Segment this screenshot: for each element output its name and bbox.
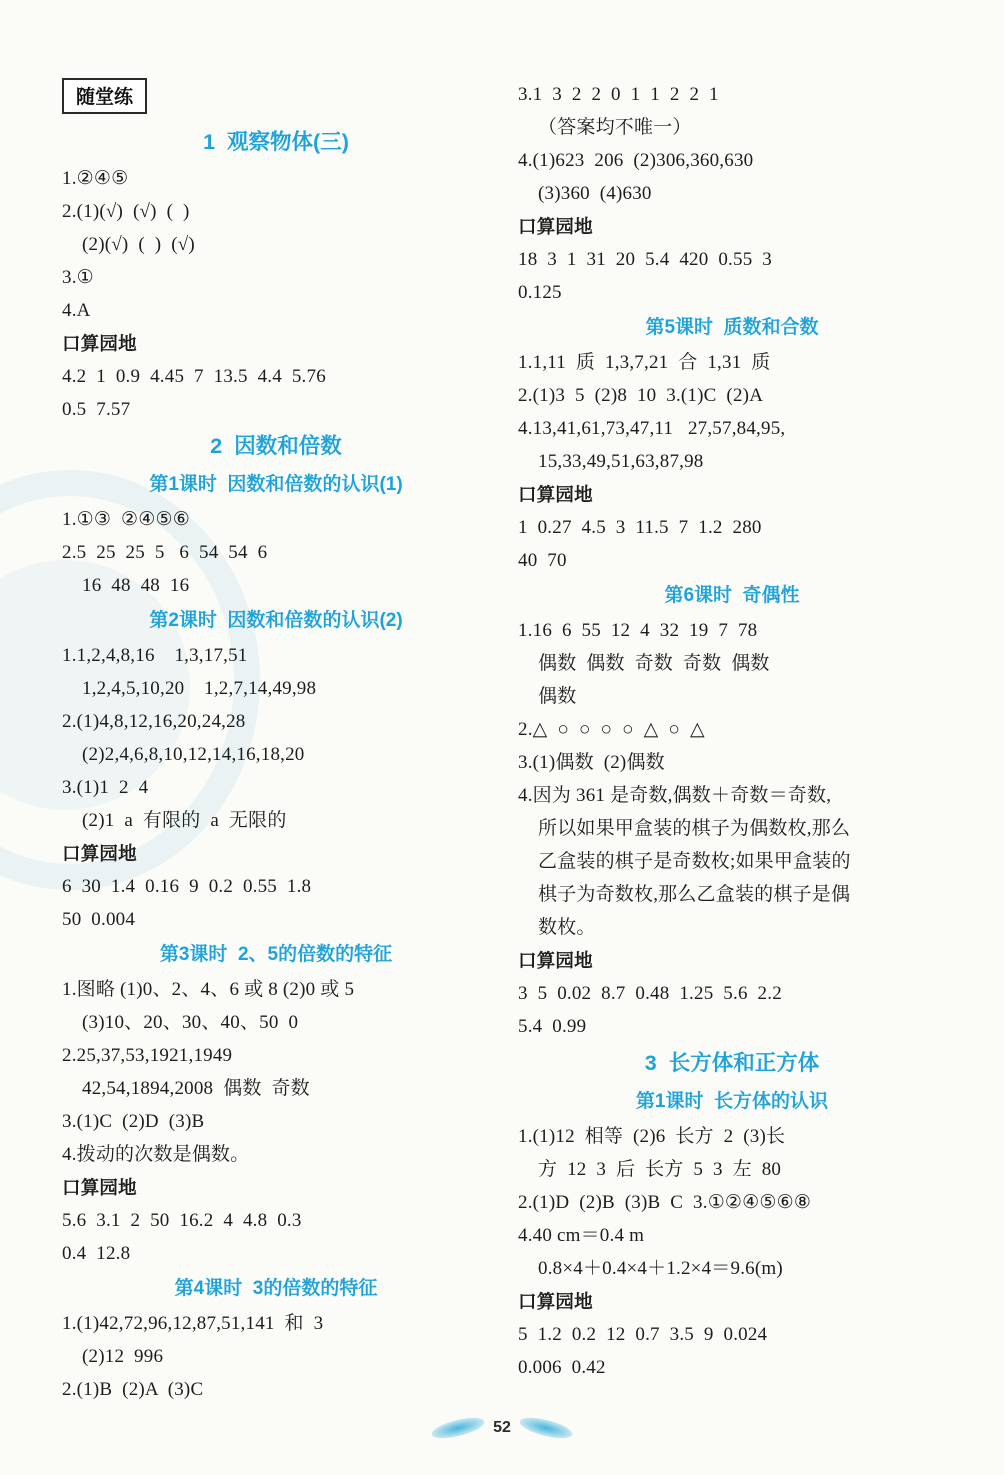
answer-line: 6 30 1.4 0.16 9 0.2 0.55 1.8 (62, 876, 312, 897)
page-footer (0, 1419, 1004, 1437)
bold-label: 口算园地 (62, 333, 137, 354)
answer-line: 3.1 3 2 2 0 1 1 2 2 1 (518, 84, 719, 105)
answer-line: 5 1.2 0.2 12 0.7 3.5 9 0.024 (518, 1324, 768, 1345)
section-heading: 1 观察物体(三) (203, 130, 349, 154)
answer-line: 0.8×4＋0.4×4＋1.2×4＝9.6(m) (538, 1258, 783, 1279)
answer-line: 1 0.27 4.5 3 11.5 7 1.2 280 (518, 517, 762, 538)
answer-line: 2.25,37,53,1921,1949 (62, 1045, 233, 1066)
answer-line: 3.(1)偶数 (2)偶数 (518, 752, 665, 773)
answer-line: 40 70 (518, 550, 567, 571)
answer-line: 0.4 12.8 (62, 1243, 131, 1264)
answer-line: 4.40 cm＝0.4 m (518, 1225, 645, 1246)
answer-line: 1.1,11 质 1,3,7,21 合 1,31 质 (518, 352, 771, 373)
section-heading: 3 长方体和正方体 (644, 1051, 820, 1075)
answer-line: 2.(1)4,8,12,16,20,24,28 (62, 711, 246, 732)
answer-line: 1.(1)42,72,96,12,87,51,141 和 3 (62, 1313, 324, 1334)
answer-line: 3.(1)1 2 4 (62, 777, 149, 798)
bold-label: 口算园地 (62, 1177, 137, 1198)
subsection-heading: 第4课时 3的倍数的特征 (174, 1278, 378, 1299)
answer-line: 乙盒装的棋子是奇数枚;如果甲盒装的 (538, 851, 851, 872)
answer-line: 2.5 25 25 5 6 54 54 6 (62, 542, 268, 563)
answer-line: 4.(1)623 206 (2)306,360,630 (518, 150, 754, 171)
two-column-layout (62, 78, 946, 1406)
bold-label: 口算园地 (518, 950, 593, 971)
answer-line: 偶数 偶数 奇数 奇数 偶数 (538, 653, 770, 674)
answer-line: 0.5 7.57 (62, 399, 131, 420)
page-number: 52 (493, 1419, 511, 1436)
answer-line: 方 12 3 后 长方 5 3 左 80 (538, 1159, 782, 1180)
bold-label: 口算园地 (518, 484, 593, 505)
answer-line: 18 3 1 31 20 5.4 420 0.55 3 (518, 249, 772, 270)
answer-line: 1.(1)12 相等 (2)6 长方 2 (3)长 (518, 1126, 786, 1147)
answer-line: 50 0.004 (62, 909, 136, 930)
answer-line: 1.1,2,4,8,16 1,3,17,51 (62, 645, 248, 666)
answer-line: 5.4 0.99 (518, 1016, 587, 1037)
subsection-heading: 第5课时 质数和合数 (645, 317, 819, 338)
answer-line: （答案均不唯一） (538, 117, 692, 138)
left-column-content (62, 122, 490, 1406)
answer-line: 2.(1)B (2)A (3)C (62, 1379, 204, 1400)
answer-line: 棋子为奇数枚,那么乙盒装的棋子是偶 (538, 884, 851, 905)
answer-line: 2.(1)3 5 (2)8 10 3.(1)C (2)A (518, 385, 764, 406)
answer-line: 3.(1)C (2)D (3)B (62, 1111, 205, 1132)
answer-line: 1,2,4,5,10,20 1,2,7,14,49,98 (82, 678, 317, 699)
bold-label: 口算园地 (62, 843, 137, 864)
answer-line: 16 48 48 16 (82, 575, 190, 596)
answer-line: (3)10、20、30、40、50 0 (82, 1012, 299, 1033)
footer-ornament-right (518, 1414, 574, 1443)
subsection-heading: 第1课时 因数和倍数的认识(1) (149, 474, 403, 495)
bold-label: 口算园地 (518, 216, 593, 237)
subsection-heading: 第3课时 2、5的倍数的特征 (159, 944, 393, 965)
answer-line: 4.因为 361 是奇数,偶数＋奇数＝奇数, (518, 785, 832, 806)
answer-line: 5.6 3.1 2 50 16.2 4 4.8 0.3 (62, 1210, 302, 1231)
answer-line: 15,33,49,51,63,87,98 (538, 451, 704, 472)
answer-line: 42,54,1894,2008 偶数 奇数 (82, 1078, 310, 1099)
subsection-heading: 第2课时 因数和倍数的认识(2) (149, 610, 403, 631)
answer-line: 所以如果甲盒装的棋子为偶数枚,那么 (538, 818, 851, 839)
answer-line: 2.△ ○ ○ ○ ○ △ ○ △ (518, 719, 705, 740)
answer-line: (2)1 a 有限的 a 无限的 (82, 810, 287, 831)
section-heading: 2 因数和倍数 (210, 434, 342, 458)
answer-line: (3)360 (4)630 (538, 183, 652, 204)
answer-line: 0.006 0.42 (518, 1357, 606, 1378)
answer-line: 1.①③ ②④⑤⑥ (62, 509, 190, 530)
answer-line: 4.A (62, 300, 91, 321)
answer-line: 3.① (62, 267, 94, 288)
answer-line: 1.图略 (1)0、2、4、6 或 8 (2)0 或 5 (62, 979, 355, 1000)
answer-line: 4.拨动的次数是偶数。 (62, 1144, 250, 1165)
answer-line: 1.16 6 55 12 4 32 19 7 78 (518, 620, 758, 641)
answer-line: 3 5 0.02 8.7 0.48 1.25 5.6 2.2 (518, 983, 782, 1004)
answer-line: 0.125 (518, 282, 562, 303)
bold-label: 口算园地 (518, 1291, 593, 1312)
answer-line: 1.②④⑤ (62, 168, 129, 189)
answer-line: 2.(1)(√) (√) ( ) (62, 201, 190, 222)
right-column (518, 78, 946, 1384)
left-column (62, 78, 490, 1406)
answer-line: 4.13,41,61,73,47,11 27,57,84,95, (518, 418, 786, 439)
answer-line: 2.(1)D (2)B (3)B C 3.①②④⑤⑥⑧ (518, 1192, 812, 1213)
answer-line: (2)2,4,6,8,10,12,14,16,18,20 (82, 744, 305, 765)
right-column-content (518, 78, 946, 1384)
answer-line: 4.2 1 0.9 4.45 7 13.5 4.4 5.76 (62, 366, 326, 387)
subsection-heading: 第1课时 长方体的认识 (635, 1091, 829, 1112)
answer-line: 偶数 (538, 686, 577, 707)
answer-line: 数枚。 (538, 917, 596, 938)
footer-ornament-left (430, 1414, 486, 1443)
answer-line: (2)(√) ( ) (√) (82, 234, 195, 255)
answer-line: (2)12 996 (82, 1346, 164, 1367)
corner-tag: 随堂练 (62, 78, 147, 114)
subsection-heading: 第6课时 奇偶性 (664, 585, 800, 606)
